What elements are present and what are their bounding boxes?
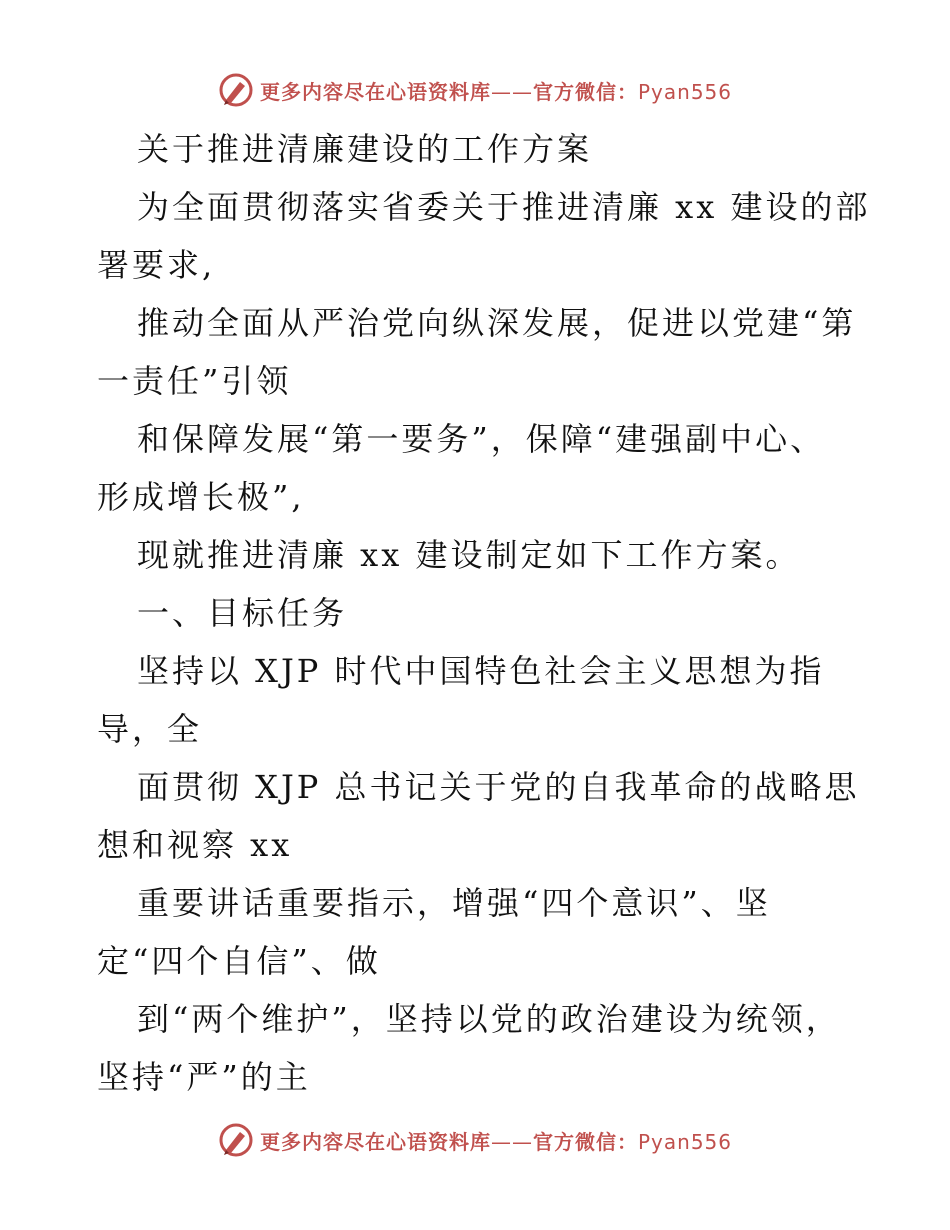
watermark-main: 更多内容尽在心语资料库 — [259, 1129, 491, 1154]
paragraph-line: 署要求, — [97, 246, 216, 284]
paragraph-line: 推动全面从严治党向纵深发展，促进以党建“第 — [137, 304, 857, 342]
paragraph-line: 导，全 — [97, 710, 203, 748]
watermark-separator: —— — [490, 79, 533, 104]
paragraph-line: 一责任”引领 — [97, 362, 292, 400]
watermark-wechat-id: Pyan556 — [637, 1129, 732, 1154]
paragraph-line: 面贯彻 XJP 总书记关于党的自我革命的战略思 — [137, 768, 860, 806]
paragraph-line: 定“四个自信”、做 — [97, 942, 381, 980]
watermark-banner-bottom — [0, 1122, 950, 1158]
paragraph-line: 坚持“严”的主 — [97, 1058, 311, 1096]
document-body — [97, 120, 871, 1106]
pen-logo-icon — [218, 1122, 254, 1158]
watermark-text — [260, 1126, 732, 1155]
watermark-banner-top — [0, 72, 950, 108]
watermark-main: 更多内容尽在心语资料库 — [259, 79, 491, 104]
watermark-separator: —— — [490, 1129, 533, 1154]
paragraph-line: 到“两个维护”，坚持以党的政治建设为统领， — [137, 1000, 841, 1038]
document-title: 关于推进清廉建设的工作方案 — [137, 130, 593, 168]
paragraph-line: 形成增长极”, — [97, 478, 305, 516]
paragraph-line: 现就推进清廉 xx 建设制定如下工作方案。 — [137, 536, 801, 574]
paragraph-line: 为全面贯彻落实省委关于推进清廉 xx 建设的部 — [137, 188, 871, 226]
paragraph-line: 想和视察 xx — [97, 826, 293, 864]
watermark-text — [260, 76, 732, 105]
watermark-wechat-label: 官方微信： — [532, 79, 638, 104]
watermark-wechat-label: 官方微信： — [532, 1129, 638, 1154]
paragraph-line: 和保障发展“第一要务”，保障“建强副中心、 — [137, 420, 826, 458]
paragraph-line: 坚持以 XJP 时代中国特色社会主义思想为指 — [137, 652, 825, 690]
paragraph-line: 重要讲话重要指示，增强“四个意识”、坚 — [137, 884, 771, 922]
watermark-wechat-id: Pyan556 — [637, 79, 732, 104]
section-heading: 一、目标任务 — [137, 594, 348, 632]
pen-logo-icon — [218, 72, 254, 108]
